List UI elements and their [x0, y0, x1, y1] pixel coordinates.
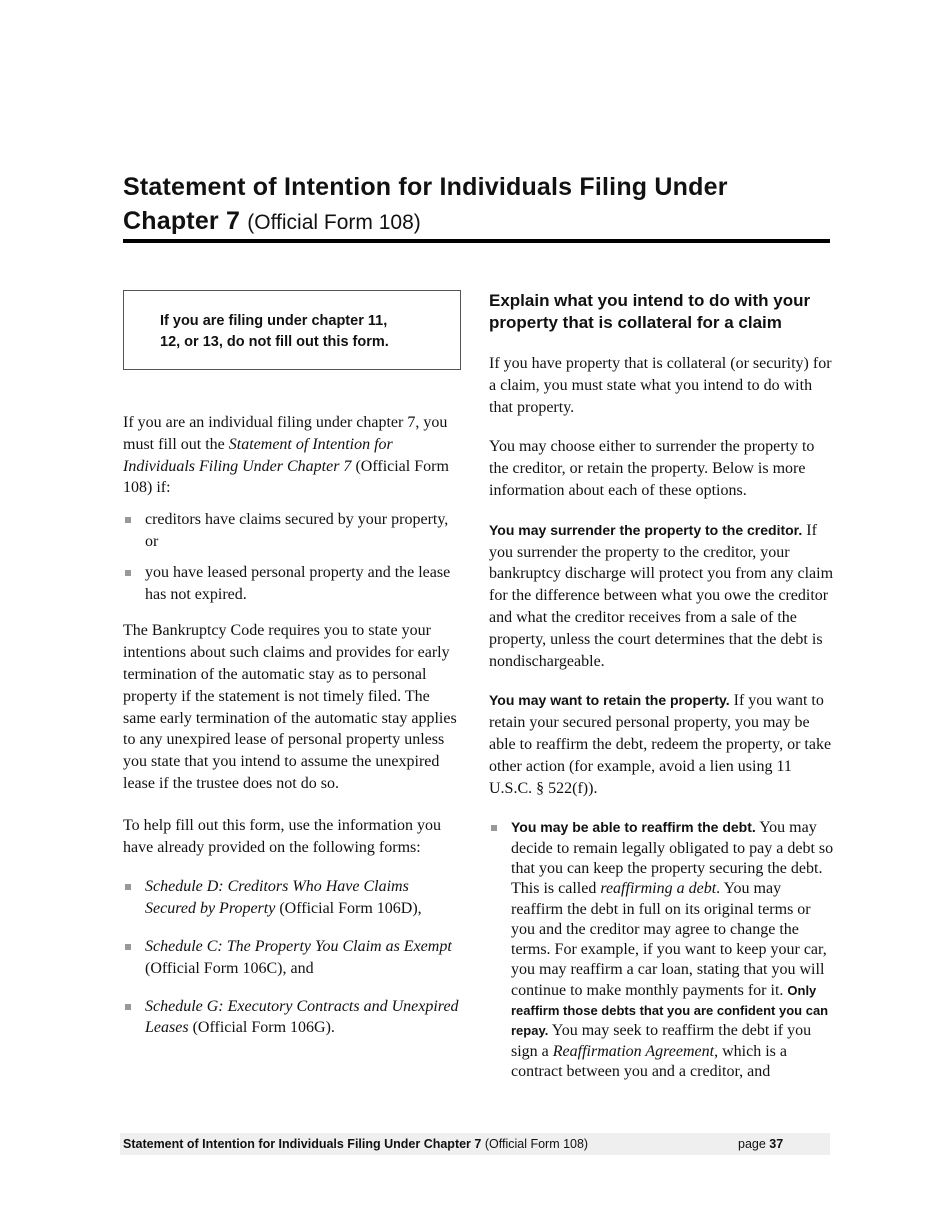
bullet-icon [125, 884, 131, 890]
intro-form-title: Statement of Intention for Individuals Filing Under Chapter 7 [123, 435, 393, 475]
list-item: you have leased personal property and the lease has not expired. [123, 562, 461, 606]
retain-paragraph: You may want to retain the property. If you want to retain your secured personal property, you may be able to reaffirm the debt, redeem the property, or take other action (for example, avoid a lien using 11 U.S.C. § 522(f)). [489, 692, 832, 797]
intro-paragraph [123, 412, 461, 499]
intro-text-end: (Official Form 108) if: [123, 457, 449, 497]
title-divider [123, 239, 830, 243]
bullet-icon [125, 517, 131, 523]
bullet-icon [491, 825, 497, 831]
list-item: Schedule G: Executory Contracts and Unexpired Leases (Official Form 106G). [123, 996, 461, 1040]
list-item: Schedule C: The Property You Claim as Exempt (Official Form 106C), and [123, 936, 461, 980]
list-item: creditors have claims secured by your property, or [123, 509, 461, 553]
reaffirm-lead: You may be able to reaffirm the debt. [511, 819, 756, 836]
retain-lead: You may want to retain the property. [489, 692, 730, 709]
surrender-paragraph: You may surrender the property to the creditor. If you surrender the property to the creditor, your bankruptcy discharge will protect you from any claim for the difference between what you owe the creditor and what the creditor receives from a sale of the property, unless the court determines that the debt is nondischargeable. [489, 521, 834, 670]
schedule-list [123, 876, 461, 1039]
right-column [489, 290, 834, 1082]
collateral-paragraph: If you have property that is collateral (or security) for a claim, you must state what you intend to do with that property. [489, 355, 832, 416]
footer-title: Statement of Intention for Individuals Filing Under Chapter 7 (Official Form 108) [123, 1137, 589, 1151]
list-item: You may be able to reaffirm the debt. You may decide to remain legally obligated to pay a debt so that you can keep the property securing the debt. This is called reaffirming a debt. You may reaffirm the debt in full on its original terms or you and the creditor may agree to change the terms. For example, if you want to keep your car, you may reaffirm a car loan, stating that you will continue to make monthly payments for it. Only reaffirm those debts that you are confident you can repay. You may seek to reaffirm the debt if you sign a Reaffirmation Agreement, which is a contract between you and a creditor, and [489, 817, 834, 1082]
title-form-number: (Official Form 108) [247, 211, 421, 234]
page-title [123, 170, 830, 240]
bankruptcy-code-paragraph: The Bankruptcy Code requires you to state your intentions about such claims and provides for early termination of the automatic stay as to personal property if the statement is not timely filed. The same early termination of the automatic stay applies to any unexpired lease of personal property unless you state that you intend to assume the unexpired lease if the trustee does not do so. [123, 622, 457, 792]
help-paragraph: To help fill out this form, use the information you have already provided on the following forms: [123, 816, 441, 856]
bullet-icon [125, 570, 131, 576]
list-item: Schedule D: Creditors Who Have Claims Secured by Property (Official Form 106D), [123, 876, 461, 920]
title-line-2 [123, 204, 830, 240]
reaffirm-warning: Only reaffirm those debts that you are confident you can repay. [511, 982, 829, 1039]
notice-line-2: 12, or 13, do not fill out this form. [160, 334, 389, 350]
intro-text: If you are an individual filing under chapter 7, you must fill out the [123, 414, 448, 453]
page-number: page 37 [738, 1137, 784, 1151]
options-paragraph: You may choose either to surrender the property to the creditor, or retain the property. Below is more information about each of these options. [489, 438, 815, 499]
bullet-icon [125, 1004, 131, 1010]
title-line-1: Statement of Intention for Individuals Filing Under [123, 173, 728, 201]
notice-line-1: If you are filing under chapter 11, [160, 313, 388, 329]
page-footer [120, 1133, 830, 1155]
left-column [123, 290, 461, 1039]
chapter-notice-box [123, 290, 461, 370]
surrender-lead: You may surrender the property to the creditor. [489, 521, 803, 538]
collateral-heading: Explain what you intend to do with your property that is collateral for a claim [489, 291, 811, 332]
bullet-icon [125, 944, 131, 950]
condition-list [123, 509, 461, 605]
retain-options-list [489, 817, 834, 1082]
title-chapter: Chapter 7 [123, 207, 241, 235]
